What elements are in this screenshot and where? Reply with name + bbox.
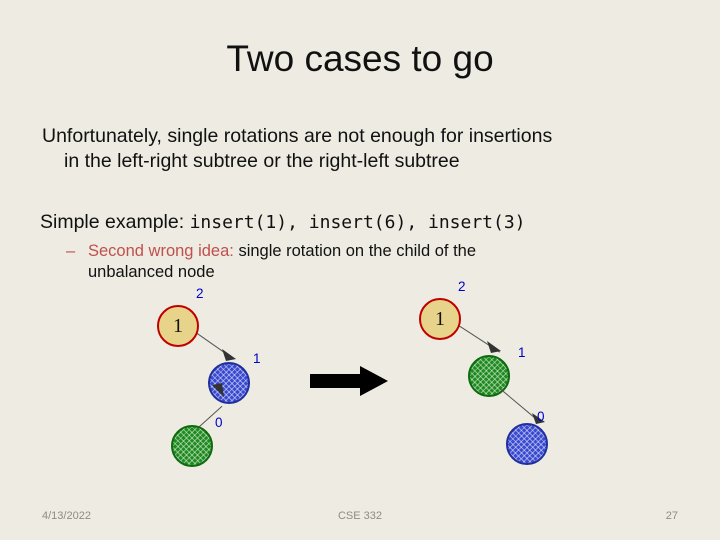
simple-example-code: insert(1), insert(6), insert(3) xyxy=(189,212,526,233)
sub-bullet-line-1 xyxy=(88,241,666,262)
left-tree-edge-arrowhead-2 xyxy=(212,383,228,399)
footer-date: 4/13/2022 xyxy=(42,510,91,522)
left-tree-node-root-label: 1 xyxy=(173,315,183,337)
sub-bullet-highlight: Second wrong idea: xyxy=(88,242,234,260)
sub-bullet-dash: – xyxy=(66,242,76,260)
sub-bullet-line-2: unbalanced node xyxy=(88,263,215,281)
sub-bullet-rest: single rotation on the child of the xyxy=(233,242,477,260)
paragraph-line-1: Unfortunately, single rotations are not enough for insertions xyxy=(42,125,553,147)
right-tree-node-grandchild xyxy=(506,423,548,465)
left-tree-node-grandchild xyxy=(171,425,213,467)
left-tree-balance-child: 1 xyxy=(253,351,261,366)
body-paragraph xyxy=(42,124,672,174)
right-tree-node-root-label: 1 xyxy=(435,308,445,330)
right-tree-balance-grandchild: 0 xyxy=(537,409,545,424)
right-tree-balance-root: 2 xyxy=(458,279,466,294)
transform-arrow-icon xyxy=(310,365,390,397)
simple-example-line xyxy=(40,211,680,234)
footer-page-number: 27 xyxy=(665,510,678,522)
left-tree-balance-grandchild: 0 xyxy=(215,415,223,430)
footer-course: CSE 332 xyxy=(337,510,383,522)
page-title: Two cases to go xyxy=(226,38,494,79)
paragraph-line-2: in the left-right subtree or the right-left subtree xyxy=(64,150,460,172)
footer xyxy=(0,510,720,526)
right-tree-balance-child: 1 xyxy=(518,345,526,360)
simple-example-prefix: Simple example: xyxy=(40,211,190,233)
tree-figure xyxy=(0,275,720,490)
left-tree-balance-root: 2 xyxy=(196,286,204,301)
